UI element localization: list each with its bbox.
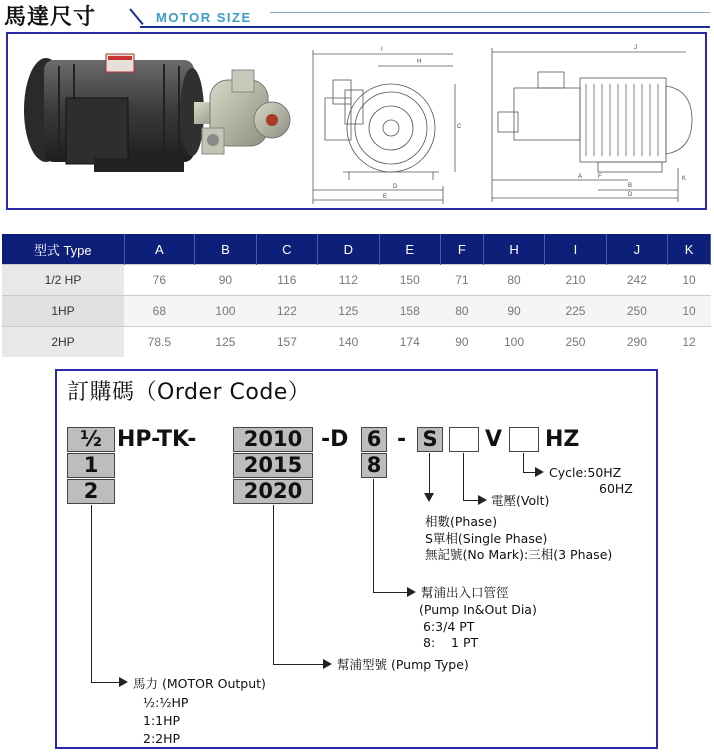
connector-line [523, 472, 535, 473]
code-v: V [485, 427, 503, 452]
note-motor-2: 2:2HP [143, 731, 181, 746]
section-header [0, 0, 714, 30]
arrow-right-icon [535, 467, 544, 477]
col-d: D [318, 234, 379, 265]
table-cell: 242 [606, 265, 667, 296]
table-cell: 250 [545, 327, 606, 358]
table-row [2, 327, 711, 358]
code-dash: - [397, 427, 407, 452]
dia-option-8: 8 [361, 453, 387, 478]
header-underline [140, 26, 710, 28]
table-cell: 80 [483, 265, 544, 296]
pump-type-2010: 2010 [233, 427, 313, 452]
note-cycle-60: 60HZ [599, 481, 633, 496]
label-h: H [417, 59, 422, 65]
table-cell: 12 [668, 327, 711, 358]
connector-line [463, 453, 464, 501]
table-cell: 140 [318, 327, 379, 358]
front-view-drawing [303, 40, 473, 206]
header-slant-line [129, 8, 143, 25]
col-k: K [668, 234, 711, 265]
dimensions-table [2, 234, 711, 357]
label-j: J [634, 45, 637, 51]
table-cell: 250 [606, 296, 667, 327]
table-cell: 71 [440, 265, 483, 296]
arrow-down-icon [424, 493, 434, 502]
table-cell: 76 [124, 265, 195, 296]
header-thin-line [270, 12, 710, 13]
phase-option-s: S [417, 427, 443, 452]
label-a: A [578, 174, 583, 180]
code-dash-d: -D [321, 427, 349, 452]
col-h: H [483, 234, 544, 265]
connector-line [91, 682, 119, 683]
pump-type-2020: 2020 [233, 479, 313, 504]
col-c: C [256, 234, 317, 265]
connector-line [273, 664, 323, 665]
table-cell: 10 [668, 265, 711, 296]
table-cell: 10 [668, 296, 711, 327]
connector-line [273, 505, 274, 665]
product-figure-frame [6, 32, 707, 210]
note-dia-8: 8: 1 PT [423, 635, 479, 650]
col-b: B [195, 234, 256, 265]
connector-line [429, 453, 430, 493]
arrow-right-icon [323, 659, 332, 669]
table-cell: 90 [195, 265, 256, 296]
table-cell: 225 [545, 296, 606, 327]
col-f: F [440, 234, 483, 265]
table-cell: 290 [606, 327, 667, 358]
note-motor-half: ½:½HP [143, 695, 189, 710]
side-view-drawing [478, 40, 700, 206]
table-header-row [2, 234, 711, 265]
label-d-side: D [628, 192, 633, 198]
code-hz: HZ [545, 427, 580, 452]
arrow-right-icon [119, 677, 128, 687]
table-cell: 157 [256, 327, 317, 358]
dia-option-6: 6 [361, 427, 387, 452]
arrow-right-icon [407, 587, 416, 597]
table-cell: 90 [440, 327, 483, 358]
volt-blank-box [509, 427, 539, 452]
label-c: C [457, 124, 462, 130]
note-volt: 電壓(Volt) [491, 493, 550, 508]
label-d-front: D [393, 184, 398, 190]
table-cell: 174 [379, 327, 440, 358]
label-k: K [682, 176, 687, 182]
table-cell: 158 [379, 296, 440, 327]
motor-pump-photo [14, 40, 294, 200]
note-motor-title: 馬力 (MOTOR Output) [133, 676, 266, 691]
label-b: B [628, 183, 633, 189]
note-phase-three: 無記號(No Mark):三相(3 Phase) [425, 547, 613, 562]
note-dia-en: (Pump In&Out Dia) [419, 602, 537, 617]
order-code-panel [55, 369, 658, 749]
phase-blank-box [449, 427, 479, 452]
table-cell: 90 [483, 296, 544, 327]
table-cell: 125 [195, 327, 256, 358]
order-code-title: 訂購碼（Order Code） [67, 380, 311, 405]
table-cell: 100 [195, 296, 256, 327]
table-cell: 68 [124, 296, 195, 327]
col-j: J [606, 234, 667, 265]
hp-option-2: 2 [67, 479, 115, 504]
table-cell: 1HP [2, 296, 124, 327]
col-i: I [545, 234, 606, 265]
note-pump-type: 幫浦型號 (Pump Type) [337, 657, 469, 672]
table-cell: 1/2 HP [2, 265, 124, 296]
section-title: 馬達尺寸 [4, 5, 97, 30]
label-f: F [598, 174, 602, 180]
note-phase-single: S單相(Single Phase) [425, 531, 548, 546]
table-cell: 150 [379, 265, 440, 296]
hp-option-half: ½ [67, 427, 115, 452]
connector-line [463, 500, 479, 501]
arrow-right-icon [478, 495, 487, 505]
section-subtitle: MOTOR SIZE [156, 10, 252, 25]
note-dia-6: 6:3/4 PT [423, 619, 475, 634]
connector-line [373, 479, 374, 593]
code-hp-tk: HP-TK- [117, 427, 197, 452]
pump-type-2015: 2015 [233, 453, 313, 478]
table-cell: 100 [483, 327, 544, 358]
table-row [2, 296, 711, 327]
table-cell: 112 [318, 265, 379, 296]
col-type: 型式 Type [2, 234, 124, 265]
table-cell: 2HP [2, 327, 124, 358]
label-e: E [383, 194, 388, 200]
table-cell: 116 [256, 265, 317, 296]
col-a: A [124, 234, 195, 265]
hp-option-1: 1 [67, 453, 115, 478]
note-dia-title: 幫浦出入口管徑 [421, 585, 509, 600]
note-cycle: Cycle:50HZ [549, 465, 622, 480]
table-cell: 80 [440, 296, 483, 327]
table-cell: 210 [545, 265, 606, 296]
table-cell: 125 [318, 296, 379, 327]
col-e: E [379, 234, 440, 265]
label-i: I [381, 47, 383, 53]
table-cell: 122 [256, 296, 317, 327]
table-cell: 78.5 [124, 327, 195, 358]
note-phase-title: 相數(Phase) [425, 514, 498, 529]
note-motor-1: 1:1HP [143, 713, 181, 728]
connector-line [373, 592, 407, 593]
connector-line [91, 505, 92, 683]
table-row [2, 265, 711, 296]
connector-line [523, 453, 524, 473]
